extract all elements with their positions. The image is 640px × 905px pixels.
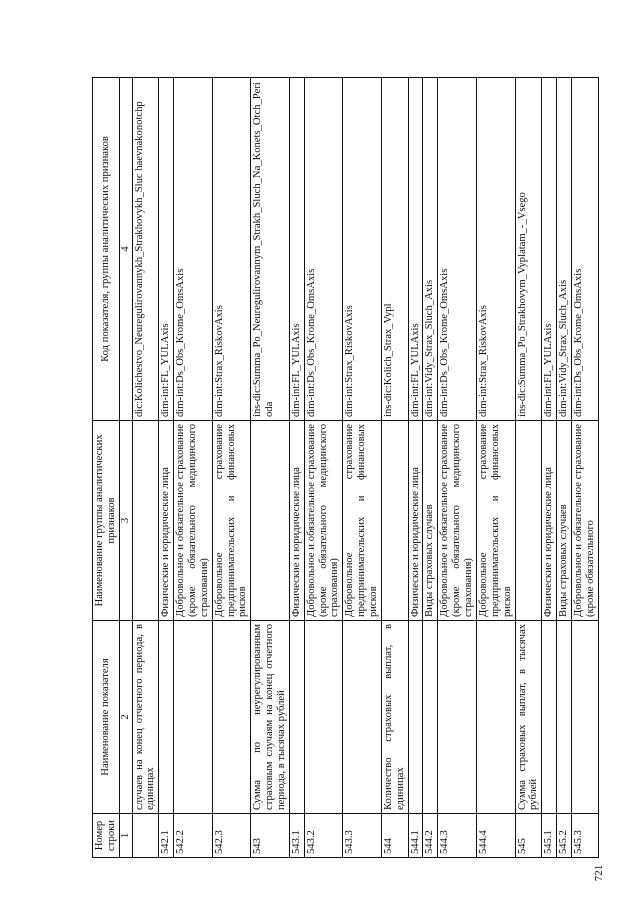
table-row (132, 78, 159, 858)
column-number-row (119, 78, 132, 858)
page-number: 721 (593, 864, 605, 882)
row-number-cell: 542.1 (159, 814, 174, 858)
group-name-cell: Физические и юридические лица (159, 421, 174, 621)
row-number-cell: 544.1 (408, 814, 423, 858)
code-cell: dim-int:Strax_RiskovAxis (212, 78, 251, 421)
row-number-cell (132, 814, 159, 858)
group-name-cell (251, 421, 290, 621)
row-number-cell: 543 (251, 814, 290, 858)
table-row (423, 78, 438, 858)
table-row (438, 78, 477, 858)
group-name-cell: Виды страховых случаев (423, 421, 438, 621)
table-row (381, 78, 408, 858)
table-row (408, 78, 423, 858)
table-body (132, 78, 598, 858)
row-number-cell: 543.1 (289, 814, 304, 858)
indicator-name-cell (212, 621, 251, 814)
header-code: Код показателя, группы аналитических признаков (93, 78, 120, 421)
rotated-table-container (92, 78, 596, 858)
group-name-cell (132, 421, 159, 621)
indicator-name-cell (542, 621, 557, 814)
code-cell: ins-dic:Summa_Po_Neuregulirovannym_Strakh_Sluch_Na_Konets_Otch_Perioda (251, 78, 290, 421)
indicator-name-cell (557, 621, 572, 814)
indicator-name-cell (159, 621, 174, 814)
code-cell: dim-int:Vidy_Strax_Sluch_Axis (557, 78, 572, 421)
indicator-name-cell (408, 621, 423, 814)
group-name-cell: Добровольное и обязательное страхование (кроме обязательного (571, 421, 598, 621)
code-cell: ins-dic:Summa_Po_Strakhovym_Vyplatam_-_Vsego (515, 78, 542, 421)
code-cell: dim-int:Vidy_Strax_Sluch_Axis (423, 78, 438, 421)
group-name-cell (381, 421, 408, 621)
column-number: 3 (119, 421, 132, 621)
group-name-cell: Добровольное страхование предпринимательских и финансовых рисков (212, 421, 251, 621)
code-cell: dim-int:FL_YULAxis (289, 78, 304, 421)
table-row (174, 78, 213, 858)
code-cell: dim-int:Ds_Obs_Krome_OmsAxis (304, 78, 343, 421)
indicator-name-cell (438, 621, 477, 814)
column-number: 1 (119, 814, 132, 858)
code-cell: dim-int:Ds_Obs_Krome_OmsAxis (174, 78, 213, 421)
table-row (515, 78, 542, 858)
indicator-name-cell (423, 621, 438, 814)
header-group-name: Наименование группы аналитических признаков (93, 421, 120, 621)
row-number-cell: 542.2 (174, 814, 213, 858)
table-row (557, 78, 572, 858)
row-number-cell: 545.1 (542, 814, 557, 858)
indicator-name-cell: Количество страховых выплат, в единицах (381, 621, 408, 814)
table-header (93, 78, 133, 858)
row-number-cell: 545 (515, 814, 542, 858)
row-number-cell: 544.3 (438, 814, 477, 858)
row-number-cell: 545.2 (557, 814, 572, 858)
table-row (343, 78, 382, 858)
group-name-cell: Добровольное страхование предпринимательских и финансовых рисков (476, 421, 515, 621)
table-row (251, 78, 290, 858)
row-number-cell: 544.4 (476, 814, 515, 858)
row-number-cell: 544 (381, 814, 408, 858)
row-number-cell: 543.3 (343, 814, 382, 858)
indicator-name-cell (289, 621, 304, 814)
column-number: 2 (119, 621, 132, 814)
group-name-cell: Физические и юридические лица (408, 421, 423, 621)
group-name-cell (515, 421, 542, 621)
code-cell: dim-int:Ds_Obs_Krome_OmsAxis (438, 78, 477, 421)
indicator-name-cell (476, 621, 515, 814)
indicator-name-cell (174, 621, 213, 814)
row-number-cell: 543.2 (304, 814, 343, 858)
header-indicator-name: Наименование показателя (93, 621, 120, 814)
indicator-name-cell (304, 621, 343, 814)
indicator-name-cell (571, 621, 598, 814)
group-name-cell: Физические и юридические лица (542, 421, 557, 621)
header-row-number: Номер строки (93, 814, 120, 858)
table-row (159, 78, 174, 858)
indicator-name-cell: Сумма страховых выплат, в тысячах рублей (515, 621, 542, 814)
table-row (289, 78, 304, 858)
code-cell: dic:Kolichestvo_Neuregulirovannykh_Strakhovykh_Sluc haevnakonotchp (132, 78, 159, 421)
group-name-cell: Добровольное и обязательное страхование (кроме обязательного медицинского страхования) (174, 421, 213, 621)
table-row (571, 78, 598, 858)
row-number-cell: 542.3 (212, 814, 251, 858)
code-cell: dim-int:Strax_RiskovAxis (343, 78, 382, 421)
row-number-cell: 545.3 (571, 814, 598, 858)
code-cell: dim-int:FL_YULAxis (408, 78, 423, 421)
row-number-cell: 544.2 (423, 814, 438, 858)
group-name-cell: Виды страховых случаев (557, 421, 572, 621)
code-cell: dim-int:FL_YULAxis (159, 78, 174, 421)
indicator-name-cell: Сумма по неурегулированным страховым случаям на конец отчетного периода, в тысячах рублей (251, 621, 290, 814)
indicator-name-cell (343, 621, 382, 814)
table-row (476, 78, 515, 858)
code-cell: dim-int:Ds_Obs_Krome_OmsAxis (571, 78, 598, 421)
code-cell: dim-int:Strax_RiskovAxis (476, 78, 515, 421)
code-cell: ins-dic:Kolich_Strax_Vypl (381, 78, 408, 421)
group-name-cell: Добровольное страхование предпринимательских и финансовых рисков (343, 421, 382, 621)
column-number: 4 (119, 78, 132, 421)
table-row (304, 78, 343, 858)
table-row (542, 78, 557, 858)
group-name-cell: Добровольное и обязательное страхование (кроме обязательного медицинского страхования) (304, 421, 343, 621)
table-row (212, 78, 251, 858)
code-cell: dim-int:FL_YULAxis (542, 78, 557, 421)
indicators-table (92, 77, 599, 858)
indicator-name-cell: случаев на конец отчетного периода, в единицах (132, 621, 159, 814)
group-name-cell: Добровольное и обязательное страхование (кроме обязательного медицинского страхования) (438, 421, 477, 621)
header-row (93, 78, 120, 858)
group-name-cell: Физические и юридические лица (289, 421, 304, 621)
